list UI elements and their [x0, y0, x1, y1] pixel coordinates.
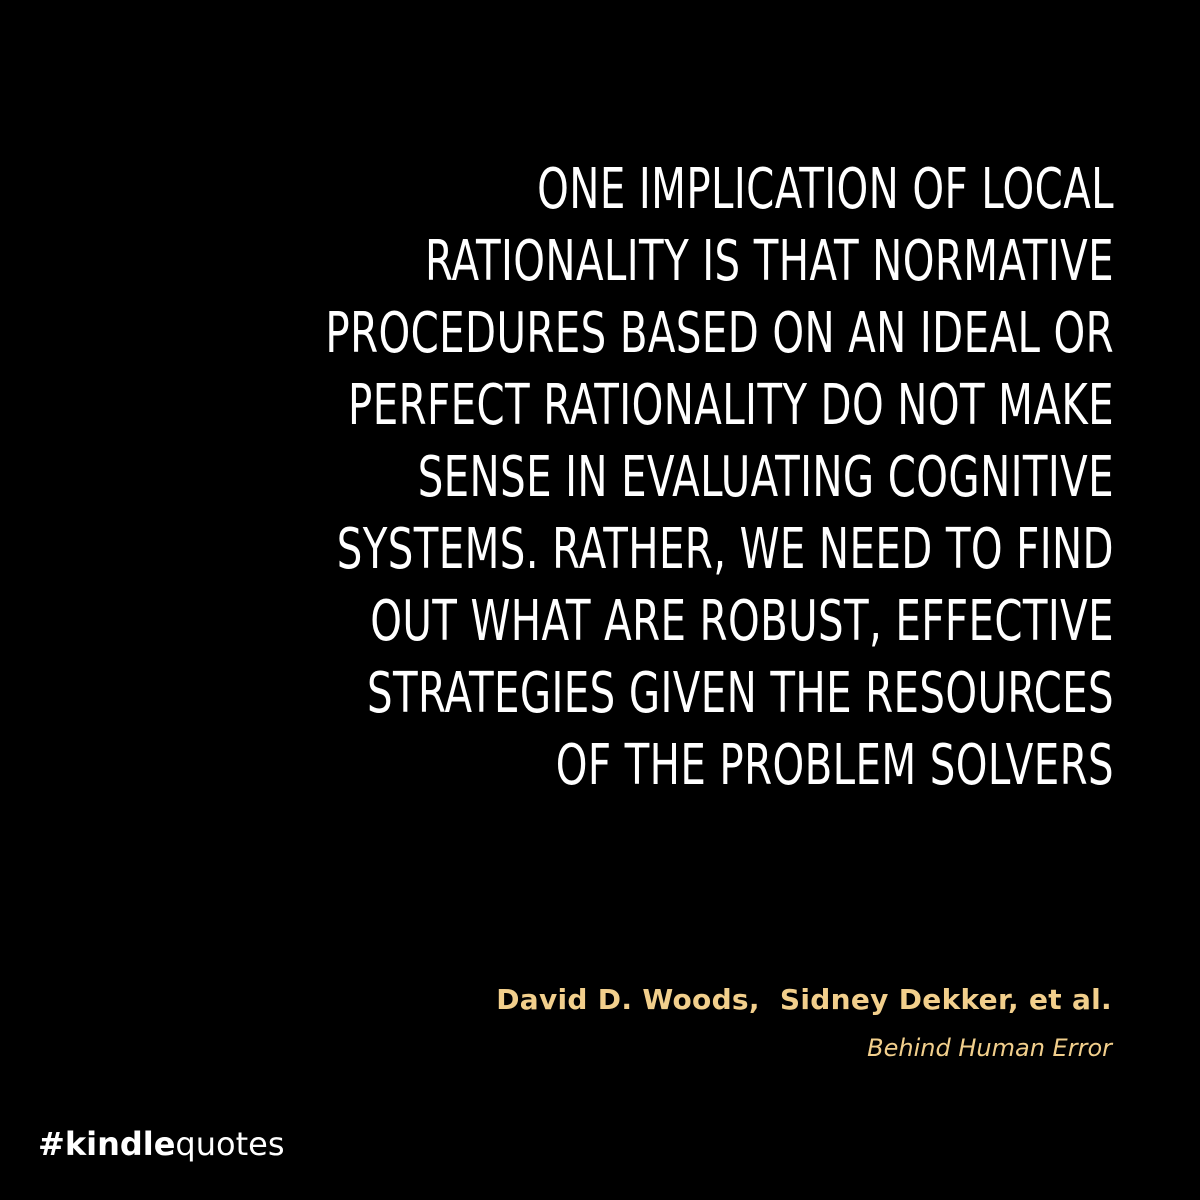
author-names: David D. Woods, Sidney Dekker, et al.	[496, 983, 1112, 1016]
quote-line: RATIONALITY IS THAT NORMATIVE	[424, 229, 1114, 294]
quote-line: PROCEDURES BASED ON AN IDEAL OR	[325, 301, 1114, 366]
kindle-quotes-brand	[38, 1122, 285, 1166]
quote-line: SENSE IN EVALUATING COGNITIVE	[417, 445, 1114, 510]
brand-hashtag: #kindle	[38, 1125, 176, 1163]
attribution	[212, 980, 1112, 1068]
book-title: Behind Human Error	[867, 1034, 1112, 1062]
quote-line: SYSTEMS. RATHER, WE NEED TO FIND	[336, 517, 1114, 582]
quote-line: OUT WHAT ARE ROBUST, EFFECTIVE	[370, 589, 1114, 654]
quote-line: ONE IMPLICATION OF LOCAL	[537, 157, 1114, 222]
quote-line: STRATEGIES GIVEN THE RESOURCES	[366, 661, 1114, 726]
quote-line: PERFECT RATIONALITY DO NOT MAKE	[348, 373, 1114, 438]
quote-text	[114, 154, 1114, 802]
quote-line: OF THE PROBLEM SOLVERS	[555, 733, 1114, 798]
brand-suffix: quotes	[175, 1125, 285, 1163]
